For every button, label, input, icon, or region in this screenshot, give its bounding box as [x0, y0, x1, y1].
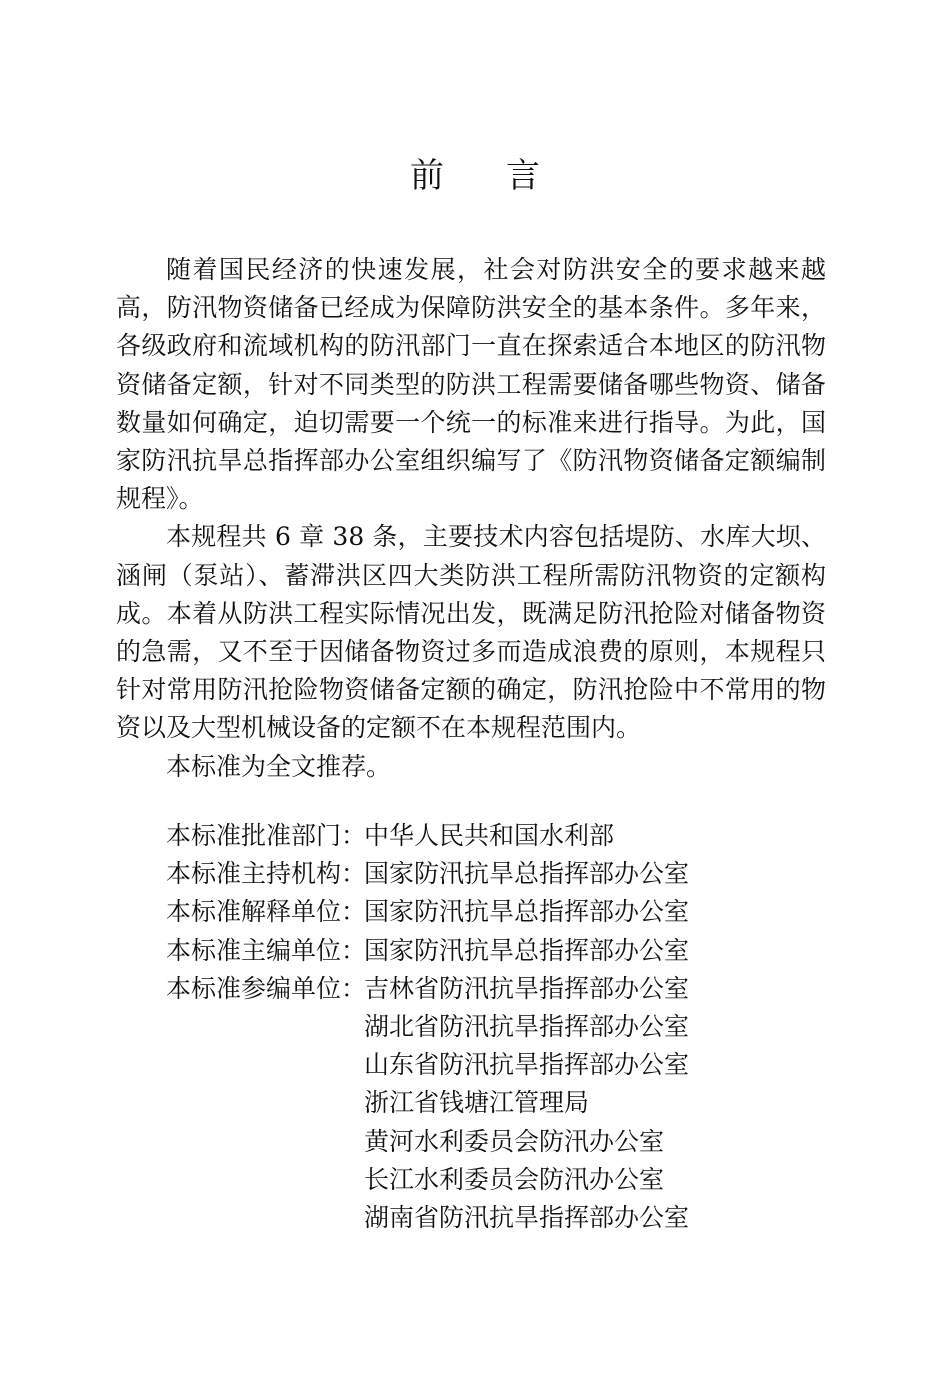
credits-block — [166, 817, 689, 1237]
paragraph-scope: 本规程共 6 章 38 条，主要技术内容包括堤防、水库大坝、涵闸（泵站）、蓄滞洪区四大类防洪工程所需防汛物资的定额构成。本着从防洪工程实际情况出发，既满足防汛抢险对储备物资的急需，又不至于因储备物资过多而造成浪费的原则，本规程只针对常用防汛抢险物资储备定额的确定，防汛抢险中不常用的物资以及大型机械设备的定额不在本规程范围内。 — [116, 522, 826, 743]
title-char-2: 言 — [506, 156, 540, 196]
co-editor-item: 吉林省防汛抗旱指挥部办公室 — [364, 973, 690, 1003]
title-char-1: 前 — [410, 156, 444, 196]
paragraph-recommendation: 本标准为全文推荐。 — [166, 751, 392, 781]
credit-label: 本标准主持机构： — [166, 859, 367, 889]
co-editor-item: 山东省防汛抗旱指挥部办公室 — [364, 1050, 690, 1080]
paragraph-background: 随着国民经济的快速发展，社会对防洪安全的要求越来越高，防汛物资储备已经成为保障防洪安全的基本条件。多年来，各级政府和流域机构的防汛部门一直在探索适合本地区的防汛物资储备定额，针对不同类型的防洪工程需要储备哪些物资、储备数量如何确定，迫切需要一个统一的标准来进行指导。为此，国家防汛抗旱总指挥部办公室组织编写了《防汛物资储备定额编制规程》。 — [116, 255, 826, 514]
co-editor-item: 浙江省钱塘江管理局 — [364, 1088, 590, 1118]
co-editor-item: 长江水利委员会防汛办公室 — [364, 1164, 665, 1194]
credit-label: 本标准主编单位： — [166, 935, 367, 965]
credit-label: 本标准批准部门： — [166, 821, 367, 850]
credit-value: 中华人民共和国水利部 — [364, 821, 615, 850]
credit-row-co-editors — [166, 970, 689, 1237]
co-editor-item: 湖北省防汛抗旱指挥部办公室 — [364, 1012, 690, 1042]
co-editor-item: 湖南省防汛抗旱指挥部办公室 — [364, 1203, 690, 1233]
credit-row-interpretation — [166, 893, 689, 931]
page-title — [0, 152, 950, 200]
credit-label: 本标准参编单位： — [166, 973, 367, 1003]
credit-row-approval — [166, 817, 689, 855]
preface-body — [116, 251, 826, 786]
credit-value: 国家防汛抗旱总指挥部办公室 — [364, 859, 690, 889]
credit-value: 国家防汛抗旱总指挥部办公室 — [364, 935, 690, 965]
credit-label: 本标准解释单位： — [166, 897, 367, 927]
co-editor-item: 黄河水利委员会防汛办公室 — [364, 1126, 665, 1156]
credit-value: 国家防汛抗旱总指挥部办公室 — [364, 897, 690, 927]
credit-row-chief-editor — [166, 932, 689, 970]
credit-row-host — [166, 855, 689, 893]
co-editor-list — [364, 970, 689, 1237]
